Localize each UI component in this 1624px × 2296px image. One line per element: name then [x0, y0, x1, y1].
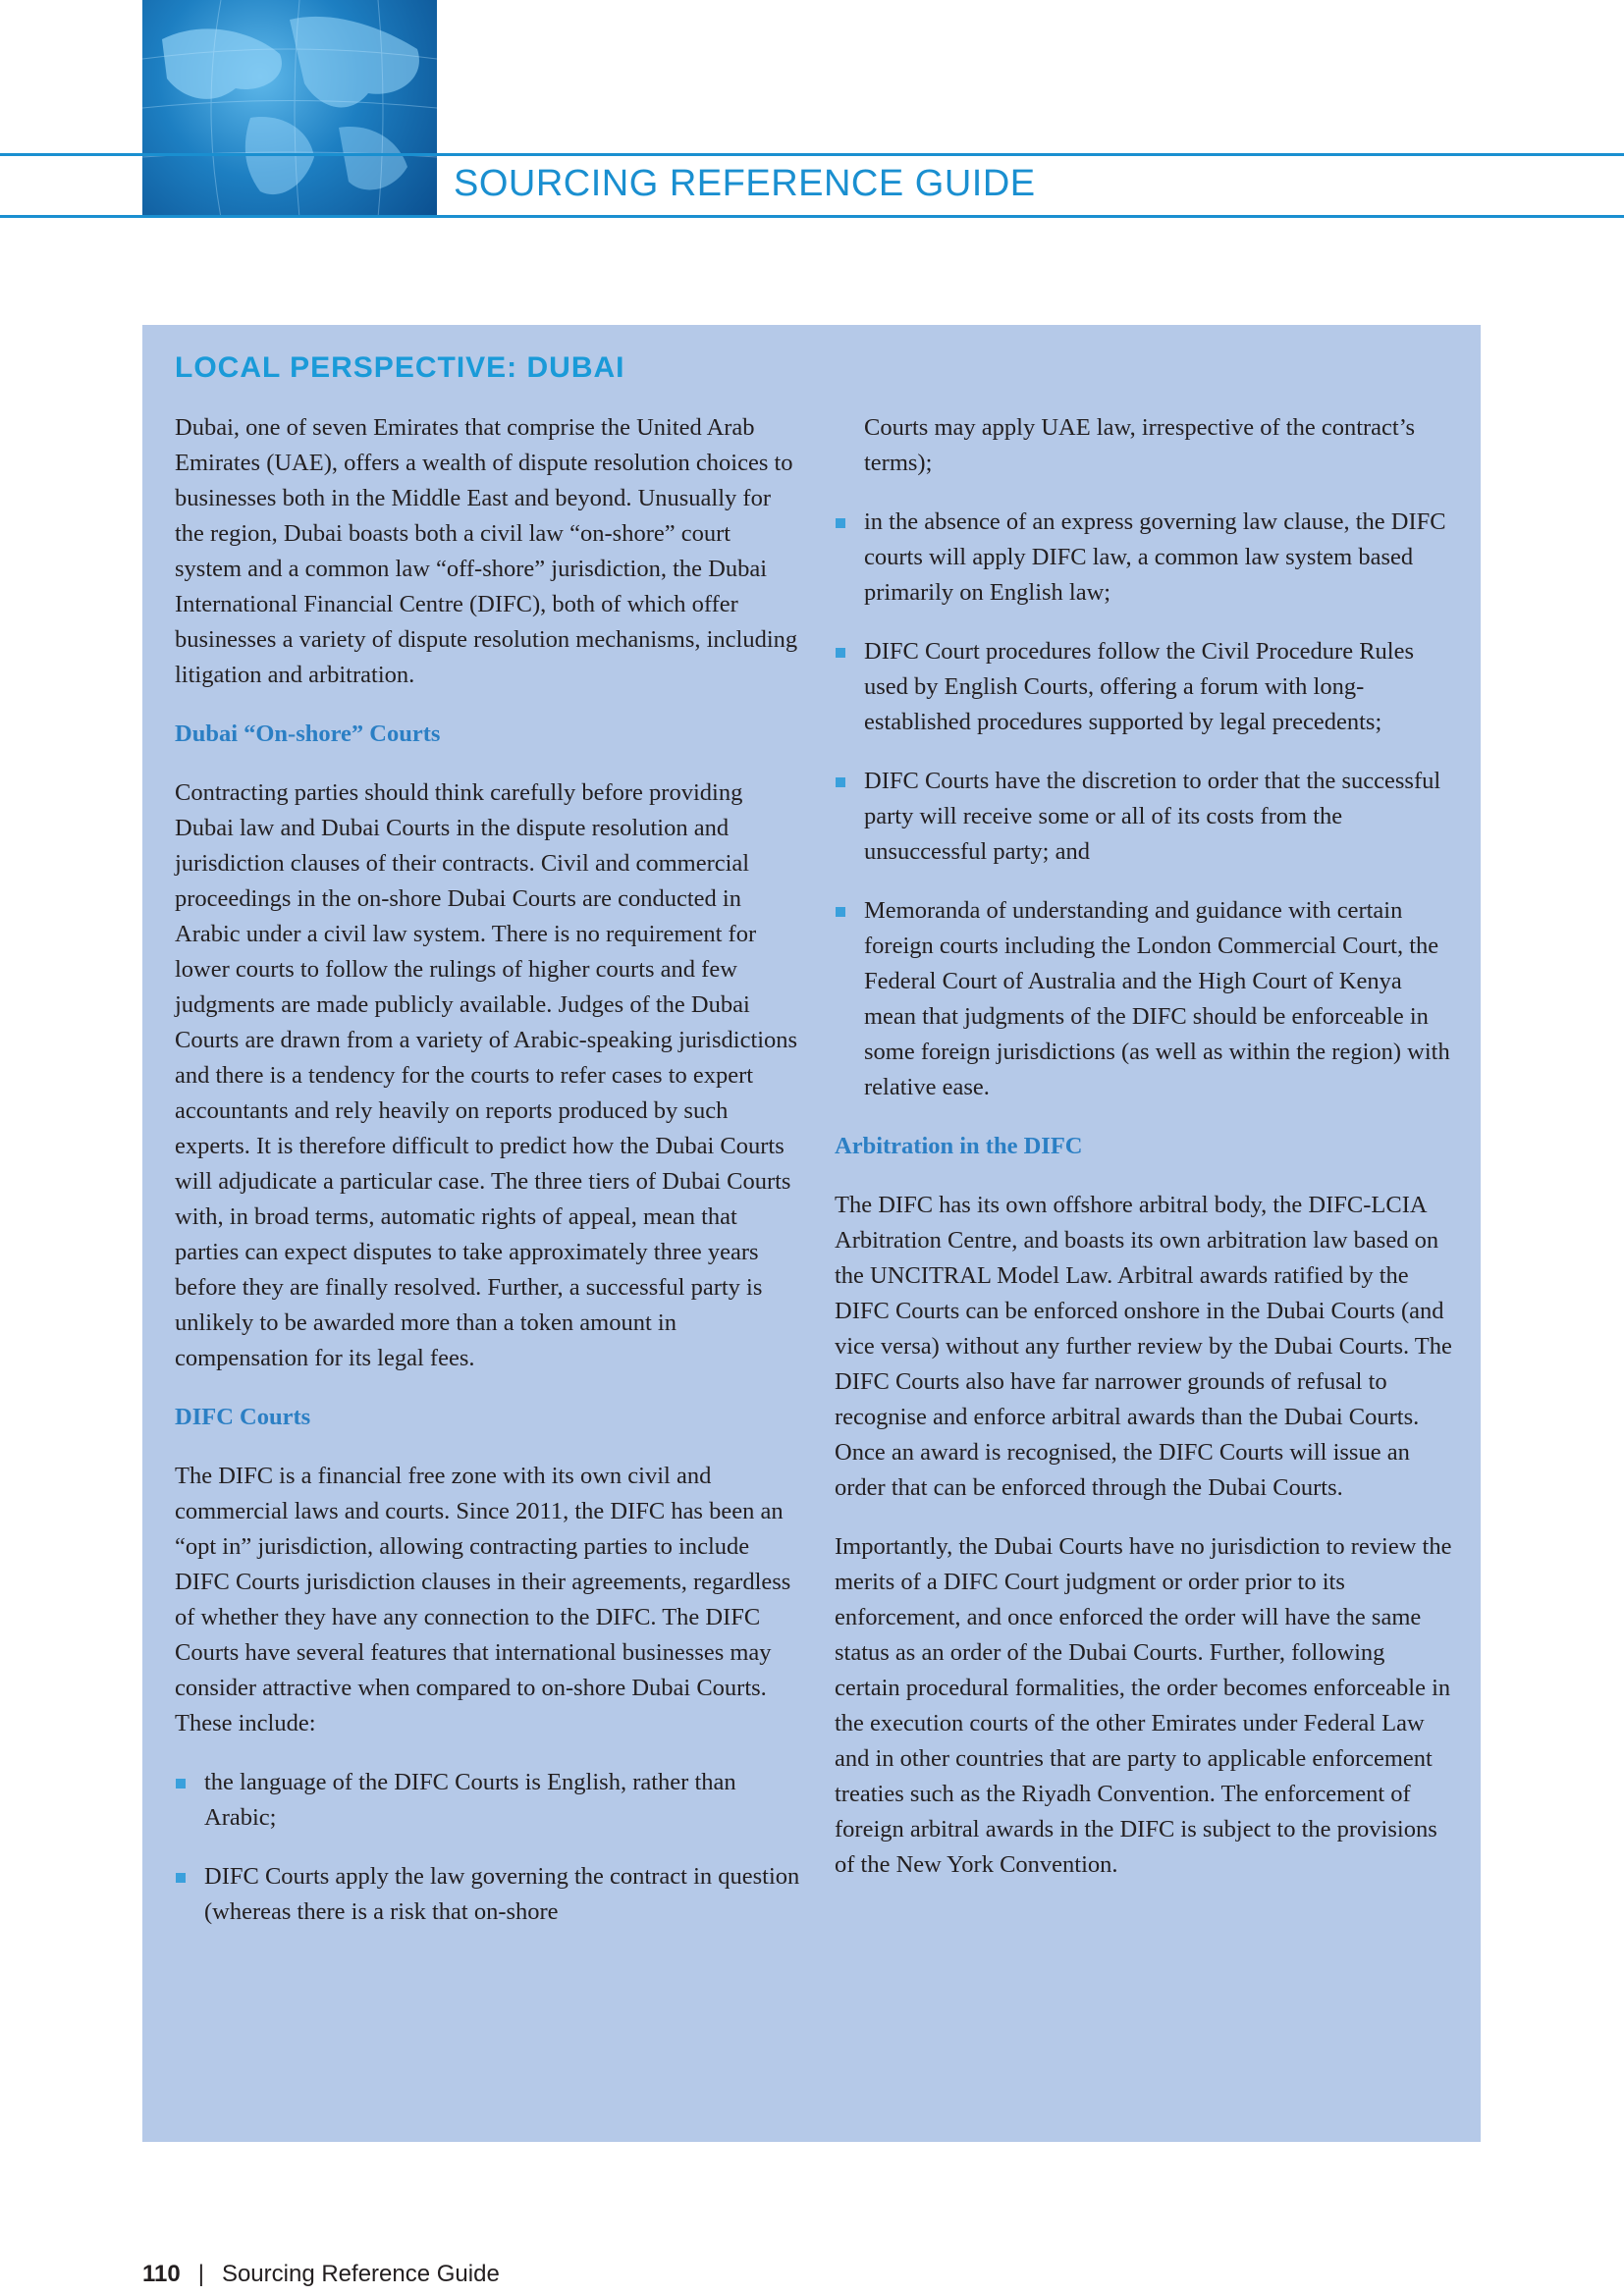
difc-features-list-continued	[835, 505, 1453, 1105]
square-bullet-icon	[836, 907, 845, 917]
onshore-paragraph: Contracting parties should think carefully before providing Dubai law and Dubai Courts in the dispute resolution and jurisdiction clauses of their contracts. Civil and commercial proceedings in the on-shore Dubai Courts are conducted in Arabic under a civil law system. There is no requirement for lower courts to follow the rulings of higher courts and few judgments are made publicly available. Judges of the Dubai Courts are drawn from a variety of Arabic-speaking jurisdictions and there is a tendency for the courts to refer cases to expert accountants and rely heavily on reports produced by such experts. It is therefore difficult to predict how the Dubai Courts will adjudicate a particular case. The three tiers of Dubai Courts with, in broad terms, automatic rights of appeal, mean that parties can expect disputes to take approximately three years before they are finally resolved. Further, a successful party is unlikely to be awarded more than a token amount in compensation for its legal fees.	[175, 779, 798, 1371]
square-bullet-icon	[176, 1779, 186, 1789]
difc-features-list	[175, 1765, 803, 1930]
list-item: in the absence of an express governing law clause, the DIFC courts will apply DIFC law, a common law system based primarily on English law;	[835, 505, 1453, 611]
list-item: the language of the DIFC Courts is English, rather than Arabic;	[175, 1765, 803, 1836]
page-number: 110	[142, 2261, 181, 2287]
square-bullet-icon	[176, 1873, 186, 1883]
header-title: SOURCING REFERENCE GUIDE	[454, 163, 1036, 204]
onshore-heading: Dubai “On-shore” Courts	[175, 721, 441, 747]
list-item: DIFC Court procedures follow the Civil Procedure Rules used by English Courts, offering a forum with long-established procedures supported by legal precedents;	[835, 634, 1453, 740]
difc-heading: DIFC Courts	[175, 1404, 311, 1430]
arbitration-paragraph-1: The DIFC has its own offshore arbitral body, the DIFC-LCIA Arbitration Centre, and boasts its own arbitration law based on the UNCITRAL Model Law. Arbitral awards ratified by the DIFC Courts can be enforced onshore in the Dubai Courts (and vice versa) without any further review by the Dubai Courts. The DIFC Courts also have far narrower grounds of refusal to recognise and enforce arbitral awards than the Dubai Courts. Once an award is recognised, the DIFC Courts will issue an order that can be enforced through the Dubai Courts.	[835, 1192, 1452, 1501]
bullet-continuation: Courts may apply UAE law, irrespective of the contract’s terms);	[864, 414, 1416, 476]
right-column	[835, 410, 1453, 1906]
header-rule-bottom	[0, 215, 1624, 218]
intro-paragraph: Dubai, one of seven Emirates that comprise the United Arab Emirates (UAE), offers a wealth of dispute resolution choices to businesses both in the Middle East and beyond. Unusually for the region, Dubai boasts both a civil law “on-shore” court system and a common law “off-shore” jurisdiction, the Dubai International Financial Centre (DIFC), both of which offer businesses a variety of dispute resolution mechanisms, including litigation and arbitration.	[175, 414, 798, 688]
left-column	[175, 410, 803, 1953]
footer-label: Sourcing Reference Guide	[221, 2261, 500, 2287]
footer-separator: |	[197, 2261, 204, 2287]
list-item: DIFC Courts apply the law governing the contract in question (whereas there is a risk that on-shore	[175, 1859, 803, 1930]
arbitration-heading: Arbitration in the DIFC	[835, 1133, 1083, 1159]
square-bullet-icon	[836, 648, 845, 658]
square-bullet-icon	[836, 518, 845, 528]
page-footer	[142, 2261, 500, 2288]
square-bullet-icon	[836, 777, 845, 787]
globe-map-graphic	[142, 0, 437, 218]
arbitration-paragraph-2: Importantly, the Dubai Courts have no jurisdiction to review the merits of a DIFC Court judgment or order prior to its enforcement, and once enforced the order will have the same status as an order of the Dubai Courts. Further, following certain procedural formalities, the order becomes enforceable in the execution courts of the other Emirates under Federal Law and in other countries that are party to applicable enforcement treaties such as the Riyadh Convention. The enforcement of foreign arbitral awards in the DIFC is subject to the provisions of the New York Convention.	[835, 1533, 1452, 1878]
list-item: DIFC Courts have the discretion to order that the successful party will receive some or all of its costs from the unsuccessful party; and	[835, 764, 1453, 870]
difc-paragraph: The DIFC is a financial free zone with its own civil and commercial laws and courts. Since 2011, the DIFC has been an “opt in” jurisdiction, allowing contracting parties to include DIFC Courts jurisdiction clauses in their agreements, regardless of whether they have any connection to the DIFC. The DIFC Courts have several features that international businesses may consider attractive when compared to on-shore Dubai Courts. These include:	[175, 1463, 791, 1736]
header-globe-image	[142, 0, 437, 218]
list-item: Memoranda of understanding and guidance with certain foreign courts including the London Commercial Court, the Federal Court of Australia and the High Court of Kenya mean that judgments of the DIFC should be enforceable in some foreign jurisdictions (as well as within the region) with relative ease.	[835, 893, 1453, 1105]
header-rule-top	[0, 153, 1624, 156]
panel-title: LOCAL PERSPECTIVE: DUBAI	[175, 351, 625, 384]
